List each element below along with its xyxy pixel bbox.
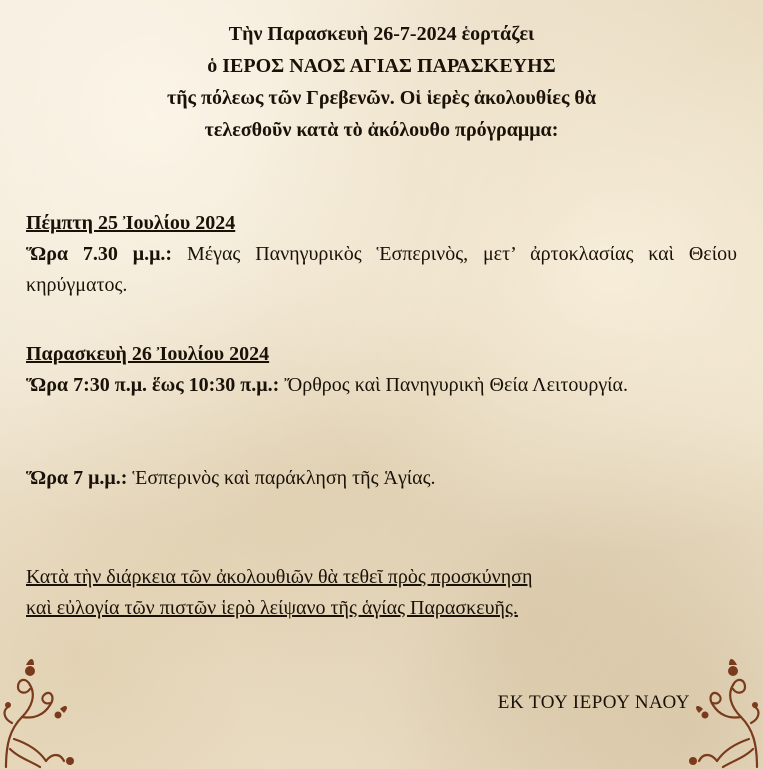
friday-evening-section: [26, 463, 737, 494]
notice-line-1: Κατὰ τὴν διάρκεια τῶν ἀκολουθιῶν θὰ τεθεῖ πρὸς προσκύνηση: [26, 566, 533, 588]
friday-morning-schedule: [26, 370, 737, 401]
thursday-time: Ὥρα 7.30 μ.μ.:: [26, 243, 173, 265]
floral-corner-ornament-icon: [683, 649, 763, 769]
notice-line-2: καὶ εὐλογία τῶν πιστῶν ἱερὸ λείψανο τῆς ἁγίας Παρασκευῆς.: [26, 597, 518, 619]
thursday-section: [26, 208, 737, 301]
friday-section: [26, 339, 737, 401]
thursday-text: Μέγας Πανηγυρικὸς Ἑσπερινὸς, μετ’ ἀρτοκλασίας καὶ Θείου κηρύγματος.: [26, 243, 737, 296]
header-line-2: ὁ ΙΕΡΟΣ ΝΑΟΣ ΑΓΙΑΣ ΠΑΡΑΣΚΕΥΗΣ: [207, 55, 556, 77]
floral-corner-ornament-icon: [0, 649, 80, 769]
thursday-schedule: [26, 239, 737, 301]
announcement-header: [0, 18, 763, 146]
friday-morning-time: Ὥρα 7:30 π.μ. ἕως 10:30 π.μ.:: [26, 374, 280, 396]
friday-evening-schedule: [26, 463, 737, 494]
friday-evening-time: Ὥρα 7 μ.μ.:: [26, 467, 128, 489]
header-line-4: τελεσθοῦν κατὰ τὸ ἀκόλουθο πρόγραμμα:: [204, 119, 559, 141]
header-line-3: τῆς πόλεως τῶν Γρεβενῶν. Οἱ ἱερὲς ἀκολουθίες θὰ: [166, 87, 597, 109]
thursday-title: Πέμπτη 25 Ἰουλίου 2024: [26, 212, 236, 234]
header-line-1: Τὴν Παρασκευὴ 26-7-2024 ἑορτάζει: [228, 23, 535, 45]
friday-title: Παρασκευὴ 26 Ἰουλίου 2024: [26, 343, 270, 365]
signature: ΕΚ ΤΟΥ ΙΕΡΟΥ ΝΑΟΥ: [497, 692, 690, 713]
relic-notice: [26, 562, 737, 624]
friday-evening-text: Ἑσπερινὸς καὶ παράκληση τῆς Ἁγίας.: [132, 467, 436, 489]
friday-morning-text: Ὄρθρος καὶ Πανηγυρικὴ Θεία Λειτουργία.: [284, 374, 629, 396]
